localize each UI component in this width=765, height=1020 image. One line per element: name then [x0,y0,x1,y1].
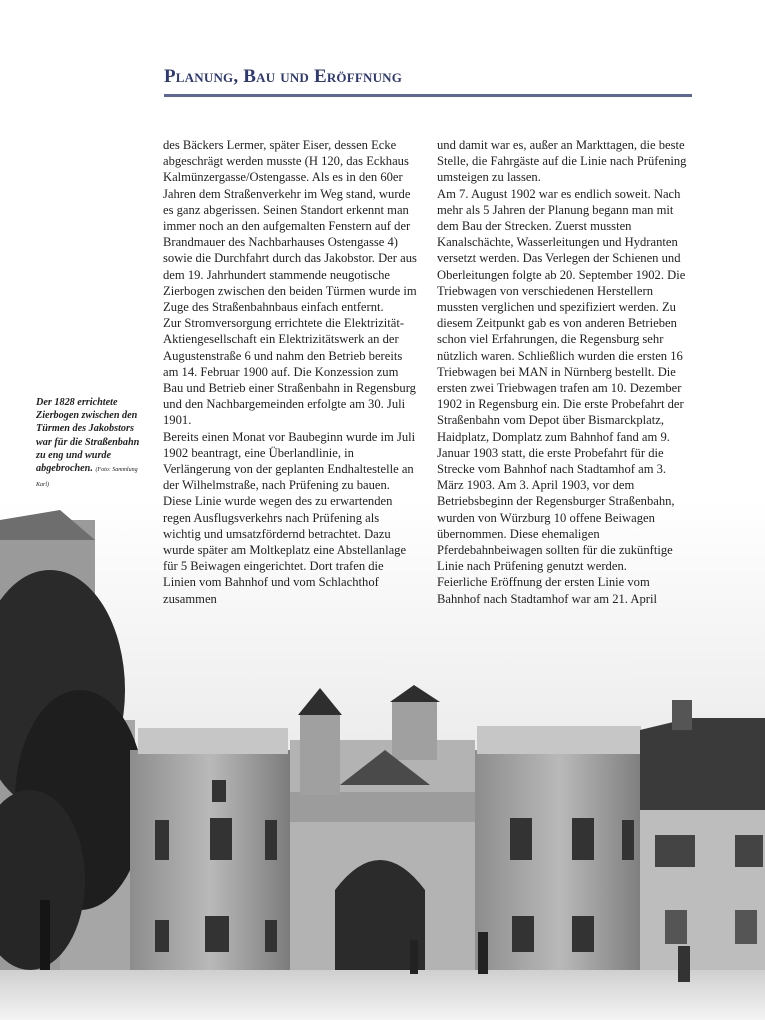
paragraph: Zur Stromversorgung errichtete die Elektrizität-Aktiengesellschaft ein Elektrizitätswerk an der Augustenstraße 6 und nahm den Betrieb bereits am 14. Februar 1900 auf. Die Konzession zum Bau und Betrieb einer Straßenbahn in Regensburg und den Nachbargemeinden erfolgte am 30. Juli 1901. [163,316,416,428]
tree [0,570,145,1000]
caption-credit: (Foto: Sammlung Karl) [36,467,138,489]
caption-text: Der 1828 errichtete Zierbogen zwischen den Türmen des Jakobstors war für die Straßenbahn zu eng und wurde abgebrochen. [36,397,140,475]
people [410,932,690,982]
photo-caption [36,396,148,492]
paragraph: des Bäckers Lermer, später Eiser, dessen Ecke abgeschrägt werden musste (H 120, das Eckhaus Kalmünzergasse/Ostengasse. Als es in den 60er Jahren dem Straßenverkehr im Weg stand, wurde es ganz abgerissen. Seinen Standort erkennt man immer noch an den aufgemalten Fenstern auf der Brandmauer des Nachbarhauses Ostengasse 4) sowie die Durchfahrt durch das Jakobstor. Der aus dem 19. Jahrhundert stammende neugotische Zierbogen zwischen den beiden Türmen wurde im Zuge des Straßenbahnbaus einfach entfernt. [163,138,417,315]
paragraph: Feierliche Eröffnung der ersten Linie vom Bahnhof nach Stadtamhof war am 21. April [437,575,657,606]
title-rule [164,94,692,97]
left-building [0,510,135,1000]
left-tower [130,728,290,990]
text-column-right [437,137,693,607]
right-building [640,700,765,1000]
right-tower [475,726,645,990]
text-column-left [163,137,419,607]
gate-building [290,685,475,990]
paragraph: und damit war es, außer an Markttagen, die beste Stelle, die Fahrgäste auf die Linie nach Prüfening umsteigen zu lassen. [437,138,687,185]
paragraph: Bereits einen Monat vor Baubeginn wurde im Juli 1902 beantragt, eine Überlandlinie, in Verlängerung von der geplanten Endhaltestelle an der Wilhelmstraße, nach Prüfening zu bauen. Diese Linie wurde wegen des zu erwartenden regen Ausflugsverkehrs nach Prüfening als wichtig und umsatzfördernd betrachtet. Dazu wurde später am Moltkeplatz eine Abstellanlage für 5 Beiwagen eingerichtet. Dort trafen die Linien vom Bahnhof und vom Schlachthof zusammen [163,429,416,606]
paragraph: Am 7. August 1902 war es endlich soweit. Nach mehr als 5 Jahren der Planung begann man mit dem Bau der Strecken. Zuerst mussten Kanalschächte, Wasserleitungen und Hydranten versetzt werden. Das Verlegen der Schienen und Oberleitungen folgte ab 20. September 1902. Die Triebwagen von verschiedenen Herstellern mussten verglichen und spezifiziert werden. Zu diesem Zeitpunkt gab es von anderen Betrieben schon viel Erfahrungen, die Regensburg sehr nützlich waren. Schließlich wurden die ersten 16 Triebwagen bei MAN in Nürnberg bestellt. Die ersten zwei Triebwagen trafen am 10. Dezember 1902 in Regensburg ein. Die erste Probefahrt der Straßenbahn vom Depot über Bismarckplatz, Haidplatz, Domplatz zum Bahnhof fand am 9. Januar 1903 statt, die erste Probefahrt für die Strecke vom Bahnhof nach Stadtamhof am 3. März 1903. Am 3. April 1903, vor dem Betriebsbeginn der Regensburger Straßenbahn, wurden von Würzburg 10 offene Beiwagen übernommen. Diese ehemaligen Pferdebahnbeiwagen sollten für die zukünftige Linie nach Prüfening genutzt werden. [437,186,686,574]
page-title: Planung, Bau und Eröffnung [164,66,403,87]
page-header [164,64,692,97]
